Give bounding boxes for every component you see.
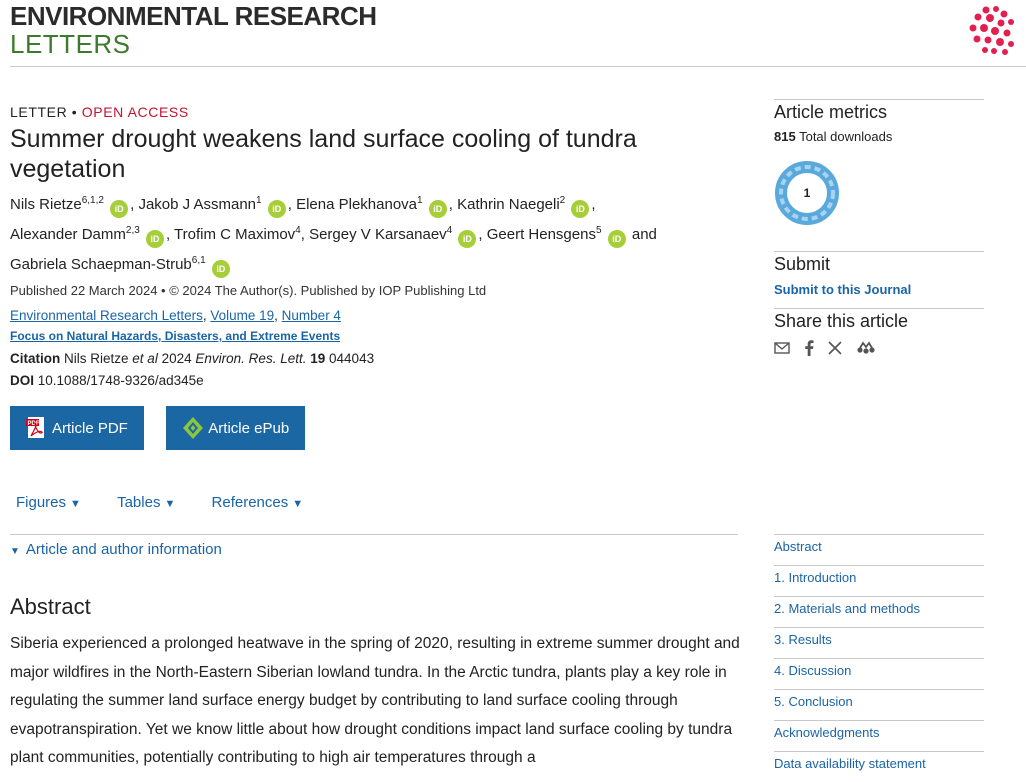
affiliation-sup: 1 xyxy=(417,195,423,206)
author-info-divider xyxy=(10,534,738,535)
email-icon[interactable] xyxy=(774,341,790,355)
toc-item[interactable]: 5. Conclusion xyxy=(774,689,984,720)
article-pdf-label: Article PDF xyxy=(52,419,128,437)
article-epub-button[interactable] xyxy=(166,406,305,450)
focus-collection xyxy=(10,329,740,343)
caret-down-icon: ▼ xyxy=(10,546,20,557)
header-divider xyxy=(10,66,1026,67)
citation-authors: Nils Rietze xyxy=(64,351,129,366)
orcid-icon[interactable]: iD xyxy=(146,230,164,248)
caret-down-icon: ▼ xyxy=(292,498,304,510)
affiliation-sup: 6,1 xyxy=(191,255,206,266)
orcid-icon[interactable]: iD xyxy=(429,200,447,218)
open-access-label: OPEN ACCESS xyxy=(81,104,189,120)
article-title: Summer drought weakens land surface cooling of tundra vegetation xyxy=(10,125,637,183)
doi-value[interactable]: 10.1088/1748-9326/ad345e xyxy=(37,373,204,388)
and-word: and xyxy=(631,226,657,243)
mendeley-icon[interactable] xyxy=(856,341,876,355)
tab-references-label: References xyxy=(211,494,289,511)
facebook-icon[interactable] xyxy=(804,340,814,356)
downloads-count: 815 xyxy=(774,129,796,144)
share-icons xyxy=(774,340,984,356)
orcid-icon[interactable]: iD xyxy=(212,260,230,278)
toc-item[interactable]: 1. Introduction xyxy=(774,565,984,596)
kicker-separator: • xyxy=(71,104,78,120)
orcid-icon[interactable]: iD xyxy=(268,200,286,218)
author-name[interactable]: Geert Hensgens xyxy=(486,226,596,243)
affiliation-sup: 4 xyxy=(295,225,301,236)
tab-tables-label: Tables xyxy=(117,494,161,511)
tab-figures-label: Figures xyxy=(16,494,67,511)
altmetric-score: 1 xyxy=(803,186,811,200)
citation-volume: 19 xyxy=(310,351,326,366)
citation-label: Citation xyxy=(10,351,61,366)
share-panel xyxy=(774,308,984,356)
article-metrics-panel xyxy=(774,99,984,226)
journal-breadcrumb: Environmental Research Letters, Volume 19, Number 4 xyxy=(10,308,341,323)
journal-title-line1: ENVIRONMENTAL RESEARCH xyxy=(10,1,377,31)
orcid-icon[interactable]: iD xyxy=(571,200,589,218)
submit-journal-link[interactable]: Submit to this Journal xyxy=(774,282,912,297)
toc-item[interactable]: Acknowledgments xyxy=(774,720,984,751)
citation-number: 044043 xyxy=(329,351,375,366)
toc-item[interactable]: 4. Discussion xyxy=(774,658,984,689)
affiliation-sup: 1 xyxy=(256,195,262,206)
orcid-icon[interactable]: iD xyxy=(458,230,476,248)
author-name[interactable]: Trofim C Maximov xyxy=(174,226,296,243)
author-list: Nils Rietze$^{6,1,2}$ iD , Jakob J Assmann$^1$ iD , Elena Plekhanova$^1$ iD , Kathrin Naegeli$^2$ iD , Alexander Damm$^{2,3}$ iD , Trofim C Maximov$^4$, Sergey V Karsanaev$^4$ iD , Geert Hensgens$^5$ iD and Gabriela Schaepman-Strub$^{6,1}$ iD xyxy=(10,188,740,278)
author-name[interactable]: Nils Rietze xyxy=(10,196,82,213)
citation-year: 2024 xyxy=(161,351,192,366)
journal-title[interactable] xyxy=(10,2,377,58)
affiliation-sup: 2 xyxy=(559,195,566,206)
article-author-info-toggle[interactable] xyxy=(10,541,222,558)
author-name[interactable]: Kathrin Naegeli xyxy=(457,196,560,213)
caret-down-icon: ▼ xyxy=(164,498,176,510)
tab-tables[interactable] xyxy=(117,494,175,511)
svg-text:PDF: PDF xyxy=(27,421,40,427)
article-main xyxy=(10,100,740,511)
downloads-label: Total downloads xyxy=(799,129,893,144)
submit-heading: Submit xyxy=(774,254,831,274)
author-name[interactable]: Elena Plekhanova xyxy=(296,196,418,213)
orcid-icon[interactable]: iD xyxy=(608,230,626,248)
affiliation-sup: 4 xyxy=(446,225,453,236)
author-info-label: Article and author information xyxy=(25,541,222,558)
article-pdf-button[interactable] xyxy=(10,406,144,450)
table-of-contents xyxy=(774,534,984,782)
download-buttons xyxy=(10,406,740,450)
sidebar-divider xyxy=(774,308,984,309)
article-epub-label: Article ePub xyxy=(208,419,290,437)
share-heading: Share this article xyxy=(774,311,909,331)
article-type: LETTER xyxy=(10,104,68,120)
toc-item[interactable]: 2. Materials and methods xyxy=(774,596,984,627)
volume-link[interactable]: Volume 19 xyxy=(210,308,275,323)
author-name[interactable]: Sergey V Karsanaev xyxy=(309,226,447,243)
toc-item[interactable]: Data availability statement xyxy=(774,751,984,782)
abstract-text: Siberia experienced a prolonged heatwave in the spring of 2020, resulting in extreme summer drought and major wildfires in the North-Eastern Siberian lowland tundra. In the Arctic tundra, plants play a key role in regulating the summer land surface energy budget by contributing to land surface cooling through evapotranspiration. Yet we know little about how drought conditions impact land surface cooling by tundra plant communities, potentially contributing to high air temperatures through a xyxy=(10,635,740,766)
journal-link[interactable]: Environmental Research Letters xyxy=(10,308,203,323)
citation xyxy=(10,348,740,392)
pdf-icon xyxy=(26,416,48,440)
citation-etal: et al xyxy=(132,351,158,366)
journal-title-line2: LETTERS xyxy=(10,29,131,59)
publication-info: Published 22 March 2024 • © 2024 The Author(s). Published by IOP Publishing Ltd xyxy=(10,283,487,298)
sidebar-divider xyxy=(774,251,984,252)
submit-panel xyxy=(774,251,984,297)
tab-figures[interactable] xyxy=(16,494,81,511)
abstract-heading: Abstract xyxy=(10,594,91,619)
focus-collection-link[interactable]: Focus on Natural Hazards, Disasters, and Extreme Events xyxy=(10,329,341,343)
author-name[interactable]: Gabriela Schaepman-Strub xyxy=(10,256,192,273)
total-downloads xyxy=(774,129,984,144)
affiliation-sup: 6,1,2 xyxy=(81,195,104,206)
affiliation-sup: 5 xyxy=(595,225,602,236)
epub-icon xyxy=(182,416,204,440)
sidebar-divider xyxy=(774,99,984,100)
toc-item[interactable]: 3. Results xyxy=(774,627,984,658)
article-kicker xyxy=(10,104,740,120)
author-name[interactable]: Alexander Damm xyxy=(10,226,126,243)
content-tabs xyxy=(10,494,740,511)
tab-references[interactable] xyxy=(212,494,304,511)
caret-down-icon: ▼ xyxy=(70,498,81,510)
number-link[interactable]: Number 4 xyxy=(281,308,341,323)
x-icon[interactable] xyxy=(828,341,842,355)
toc-item[interactable]: Abstract xyxy=(774,534,984,565)
orcid-icon[interactable]: iD xyxy=(110,200,128,218)
author-name[interactable]: Jakob J Assmann xyxy=(138,196,257,213)
affiliation-sup: 2,3 xyxy=(125,225,140,236)
altmetric-badge[interactable] xyxy=(774,160,840,226)
metrics-heading: Article metrics xyxy=(774,102,888,122)
publisher-logo-icon[interactable] xyxy=(966,4,1018,56)
doi-label: DOI xyxy=(10,373,35,388)
citation-journal: Environ. Res. Lett. xyxy=(195,351,307,366)
